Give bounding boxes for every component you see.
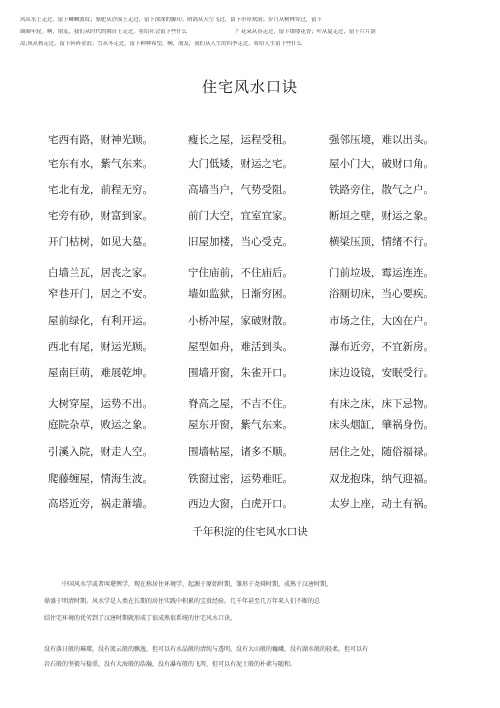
rhyme-cell: 屋型如舟，难活到头。 bbox=[188, 341, 293, 353]
rhyme-cell: 市场之住，大凶在户。 bbox=[329, 315, 434, 327]
rhyme-cell: 浴厕切床，当心要疾。 bbox=[329, 288, 434, 300]
rhyme-cell: 瘦长之屋，运程受租。 bbox=[188, 134, 293, 146]
rhyme-cell: 横梁压顶，情绪不行。 bbox=[329, 236, 434, 248]
rhyme-cell: 围墙帖屋，诸多不顺。 bbox=[188, 446, 293, 458]
intro-line-3: 凉;风从秋走过，留下阵阵金浪；雪从冬走过，留下种种希望。啊，朋友，我们从人生的四季走过，将给人生留下些什么 bbox=[20, 41, 303, 47]
rhyme-cell: 铁窗过密，运势难旺。 bbox=[188, 473, 293, 485]
rhyme-cell: 居住之处，随俗福禄。 bbox=[329, 446, 434, 458]
rhyme-cell: 西北有尾，财运光顾。 bbox=[48, 341, 153, 353]
rhyme-cell: 墙如监狱，日渐穷困。 bbox=[188, 288, 293, 300]
rhyme-cell: 大树穿屋，运势不出。 bbox=[48, 398, 153, 410]
rhyme-cell: 宅旁有砂，财富到家。 bbox=[48, 210, 153, 222]
rhyme-cell: 窄巷开门，居之不安。 bbox=[48, 288, 153, 300]
rhyme-cell: 宅东有水，紫气东来。 bbox=[48, 158, 153, 170]
rhyme-cell: 宁住庙前，不住庙后。 bbox=[188, 267, 293, 279]
rhyme-cell: 小桥冲屋，家破财散。 bbox=[188, 315, 293, 327]
paragraph-line: 岩石般的坚毅与稳重。没有大海般的浩瀚，没有瀑布般的飞泻，但可以有泥土般的朴素与随和。 bbox=[44, 661, 297, 668]
rhyme-cell: 引溪入院，财走人空。 bbox=[48, 446, 153, 458]
rhyme-cell: 床边设镜，安眠受行。 bbox=[329, 367, 434, 379]
paragraph-line: 中国风水学或者叫堪舆学，现在称居住环境学，起源于原始时期，雏形于尧舜时期，成熟于汉唐时期， bbox=[62, 581, 333, 588]
rhyme-cell: 高塔近旁，祸走萧墙。 bbox=[48, 498, 153, 510]
rhyme-cell: 太岁上座，动土有祸。 bbox=[329, 498, 434, 510]
rhyme-cell: 高墙当户，气势受阻。 bbox=[188, 184, 293, 196]
rhyme-cell: 双龙抱珠，纳气迎福。 bbox=[329, 473, 434, 485]
page-title: 住宅风水口诀 bbox=[201, 78, 298, 96]
paragraph-line: 结住宅环境的优劣到了汉唐时期就形成了很成熟很系统的住宅风水口诀。 bbox=[44, 615, 237, 622]
rhyme-cell: 有床之床，床下忌物。 bbox=[329, 398, 434, 410]
rhyme-cell: 庭院杂草，败运之象。 bbox=[48, 419, 153, 431]
rhyme-cell: 屋南巨萌，难展乾坤。 bbox=[48, 367, 153, 379]
rhyme-cell: 屋前绿化，有利开运。 bbox=[48, 315, 153, 327]
rhyme-cell: 瀑布近旁，不宜新房。 bbox=[329, 341, 434, 353]
paragraph-line: 鼎盛于明清时期。风水学是人类在长期的居住实践中积累的宝贵经验。几千年甚至几万年来人们不断的总 bbox=[44, 598, 321, 605]
rhyme-cell: 开门枯树，如见大墓。 bbox=[48, 236, 153, 248]
rhyme-cell: 围墙开窗，朱雀开口。 bbox=[188, 367, 293, 379]
intro-line-1: 风从水上走过，留下鳞鳞波纹；骆驼从沙漠上走过，留下深深的脚印；哨鸽从天空飞过，留下串串欢韵；岁月从树林穿过，留下 bbox=[20, 17, 322, 23]
rhyme-cell: 爬藤缠屋，情海生波。 bbox=[48, 473, 153, 485]
rhyme-cell: 西边大窗，白虎开口。 bbox=[188, 498, 293, 510]
rhyme-cell: 旧屋加楼，当心受克。 bbox=[188, 236, 293, 248]
rhyme-cell: 脊高之屋，不吉不住。 bbox=[188, 398, 293, 410]
rhyme-cell: 宅北有龙，前程无穷。 bbox=[48, 184, 153, 196]
rhyme-cell: 门前垃圾，霉运连连。 bbox=[329, 267, 434, 279]
rhyme-cell: 前门大空，宜室宜家。 bbox=[188, 210, 293, 222]
rhyme-cell: 屋小门大，破财口角。 bbox=[329, 158, 434, 170]
rhyme-cell: 铁路旁住，散气之户。 bbox=[329, 184, 434, 196]
rhyme-cell: 白墙兰瓦，居丧之家。 bbox=[48, 267, 153, 279]
rhyme-cell: 床头烟缸，肇祸身伤。 bbox=[329, 419, 434, 431]
rhyme-cell: 断垣之壁，财运之象。 bbox=[329, 210, 434, 222]
rhyme-cell: 宅西有路，财神光顾。 bbox=[48, 134, 153, 146]
intro-line-2: 圈圈年轮。啊，朋友，我们从时代的舞台上走过，将给社会留下些什么 ？花朵从春走过，留下缕缕花香；叶从夏走过，留下片片荫 bbox=[20, 29, 376, 35]
rhyme-cell: 大门低矮，财运之宅。 bbox=[188, 158, 293, 170]
rhyme-cell: 强邻压境，难以出头。 bbox=[329, 134, 434, 146]
subtitle: 千年积淀的住宅风水口诀 bbox=[192, 526, 308, 538]
paragraph-line: 没有落日般的璀璨，没有流云般的飘逸，但可以有水晶般的清纯与透明。没有大山般的巍峨，没有湖水般的轻柔，但可以有 bbox=[44, 646, 369, 653]
rhyme-cell: 屋东开窗，紫气东来。 bbox=[188, 419, 293, 431]
